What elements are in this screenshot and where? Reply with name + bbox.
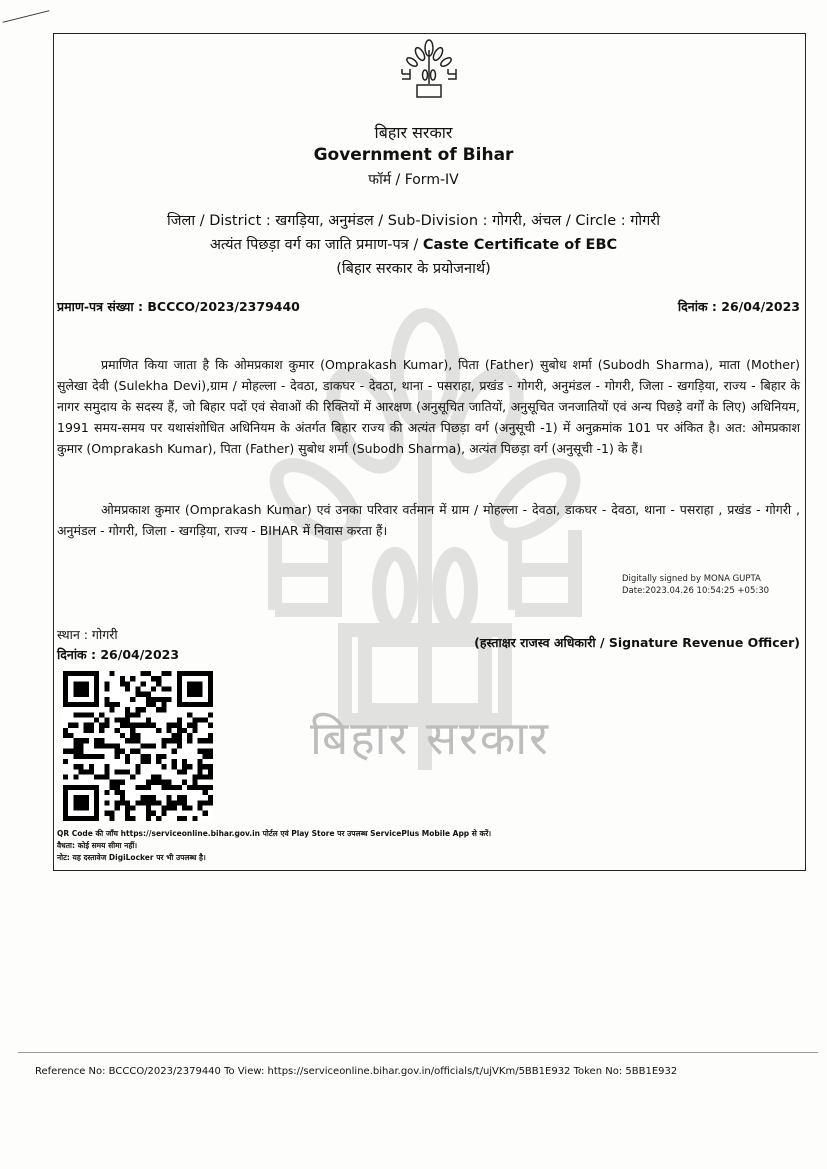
qr-code[interactable] [63, 671, 213, 821]
digital-signature [622, 573, 769, 597]
reference-line: Reference No: BCCCO/2023/2379440 To View: https://serviceonline.bihar.gov.in/officials/t/ujVKm/5BB1E932 Token No: 5BB1E932 [35, 1066, 678, 1077]
certificate-title-hindi: अत्यंत पिछड़ा वर्ग का जाति प्रमाण-पत्र / [209, 237, 419, 253]
digilocker-note: नोट: यह दस्तावेज DigiLocker पर भी उपलब्ध है। [57, 853, 206, 862]
certificate-number-value: BCCCO/2023/2379440 [147, 299, 300, 314]
certificate-date [678, 298, 800, 315]
certificate-title [0, 234, 827, 254]
signature-officer: (हस्ताक्षर राजस्व अधिकारी / Signature Revenue Officer) [474, 635, 800, 650]
certificate-date-label: दिनांक : [677, 299, 717, 314]
certificate-title-english: Caste Certificate of EBC [422, 237, 618, 253]
residence-paragraph: ओमप्रकाश कुमार (Omprakash Kumar) एवं उनका परिवार वर्तमान में ग्राम / मोहल्ला - देवठा, डाकघर - देवठा, थाना - पसराहा , प्रखंड - गोगरी , अनुमंडल - गोगरी, जिला - खगड़िया, राज्य - BIHAR में निवास करता हैं। [57, 502, 800, 538]
govt-hindi: बिहार सरकार [374, 123, 453, 142]
watermark-text: बिहार सरकार [310, 711, 550, 765]
circle-label: अंचल / Circle : [531, 213, 626, 229]
certificate-number [57, 298, 300, 315]
place: स्थान : गोगरी [57, 627, 118, 642]
scan-mark [3, 10, 50, 23]
circle-value: गोगरी [630, 213, 660, 229]
validity-note: वैधता: कोई समय सीमा नहीं। [57, 841, 138, 850]
subdivision-label: अनुमंडल / Sub-Division : [328, 213, 488, 229]
issue-date: दिनांक : 26/04/2023 [57, 647, 180, 662]
certificate-number-label: प्रमाण-पत्र संख्या : [57, 299, 144, 314]
digital-signature-date: Date:2023.04.26 10:54:25 +05:30 [622, 586, 770, 596]
subdivision-value: गोगरी [492, 213, 522, 229]
govt-english: Government of Bihar [313, 145, 514, 165]
bihar-emblem [396, 38, 462, 102]
certificate-purpose: (बिहार सरकार के प्रयोजनार्थ) [336, 261, 491, 277]
notes [57, 828, 491, 864]
district-value: खगड़िया [275, 213, 320, 229]
location-line: जिला / District : खगड़िया, अनुमंडल / Sub-Division : गोगरी, अंचल / Circle : गोगरी [166, 213, 660, 229]
qr-note: QR Code की जाँच https://serviceonline.bihar.gov.in पोर्टल एवं Play Store पर उपलब्ध ServicePlus Mobile App से करें। [57, 829, 492, 838]
digital-signature-signer: Digitally signed by MONA GUPTA [622, 574, 761, 584]
district-label: जिला / District : [166, 213, 271, 229]
certification-paragraph: प्रमाणित किया जाता है कि ओमप्रकाश कुमार (Omprakash Kumar), पिता (Father) सुबोध शर्मा (Subodh Sharma), माता (Mother) सुलेखा देवी (Sulekha Devi),ग्राम / मोहल्ला - देवठा, डाकघर - देवठा, थाना - पसराहा, प्रखंड - गोगरी, अनुमंडल - गोगरी, जिला - खगड़िया, राज्य - बिहार के नागर समुदाय के सदस्य हैं, जो बिहार पदों एवं सेवाओं की रिक्तियों में आरक्षण (अनुसूचित जातियों, अनुसूचित जनजातियों एवं अन्य पिछड़े वर्गों के लिए) अधिनियम, 1991 समय-समय पर यथासंशोधित अधिनियम के अंतर्गत बिहार राज्य की अत्यंत पिछड़ा वर्ग (अनुसूची -1) में अनुक्रमांक 101 पर अंकित है। अत: ओमप्रकाश कुमार (Omprakash Kumar), पिता (Father) सुबोध शर्मा (Subodh Sharma), अत्यंत पिछड़ा वर्ग (अनुसूची -1) के हैं। [57, 357, 800, 456]
form-label: फॉर्म / Form-IV [368, 172, 459, 188]
certificate-date-value: 26/04/2023 [721, 299, 800, 314]
footer-divider [18, 1052, 818, 1053]
